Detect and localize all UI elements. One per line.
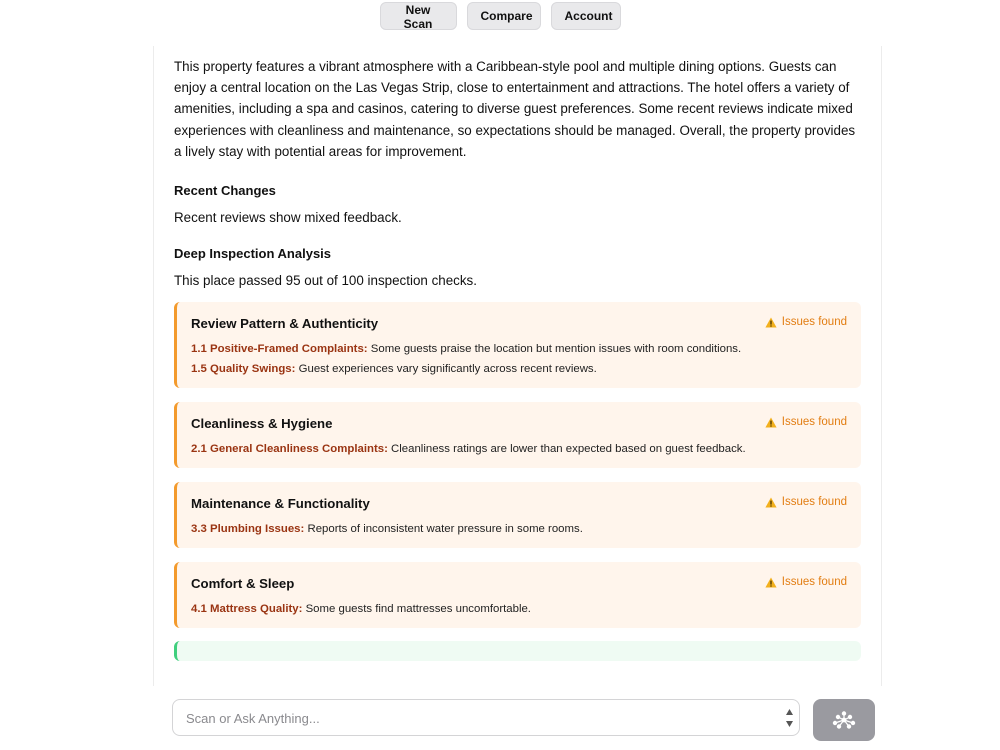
finding-text: Guest experiences vary significantly across recent reviews. (295, 363, 597, 376)
status-badge-label: Issues found (781, 576, 847, 589)
finding-label: 2.1 General Cleanliness Complaints: (191, 443, 388, 456)
deep-inspection-heading: Deep Inspection Analysis (174, 246, 332, 262)
inspection-score-text: This place passed 95 out of 100 inspection checks. (174, 273, 477, 289)
inspection-card-passed (174, 641, 861, 661)
chat-composer (172, 699, 800, 736)
status-badge (765, 496, 847, 508)
warning-triangle-icon (765, 417, 777, 428)
finding-item (191, 363, 847, 375)
scan-ask-input[interactable] (173, 700, 799, 735)
status-badge-label: Issues found (781, 496, 847, 509)
top-navigation (0, 2, 1000, 32)
finding-item (191, 443, 847, 455)
compare-button[interactable]: Compare (467, 2, 541, 30)
finding-text: Some guests find mattresses uncomfortable. (302, 603, 531, 616)
finding-text: Reports of inconsistent water pressure in some rooms. (304, 523, 583, 536)
account-button[interactable]: Account (551, 2, 621, 30)
status-badge (765, 416, 847, 428)
card-title: Maintenance & Functionality (191, 496, 370, 512)
property-summary: This property features a vibrant atmosphere with a Caribbean-style pool and multiple dining options. Guests can enjoy a central location on the Las Vegas Strip, close to entertainment and attractions. The hotel offers a variety of amenities, including a spa and casinos, catering to diverse guest preferences. Some recent reviews indicate mixed experiences with cleanliness and maintenance, so expectations should be managed. Overall, the property provides a lively stay with potential areas for improvement. (174, 59, 856, 159)
results-panel[interactable] (153, 46, 882, 686)
recent-changes-text: Recent reviews show mixed feedback. (174, 210, 402, 226)
send-button[interactable] (813, 699, 875, 741)
status-badge-label: Issues found (781, 316, 847, 329)
finding-item (191, 523, 847, 535)
recent-changes-heading: Recent Changes (174, 183, 276, 199)
finding-item (191, 343, 847, 355)
inspection-card-cleanliness (174, 402, 861, 468)
status-badge-label: Issues found (781, 416, 847, 429)
card-title: Cleanliness & Hygiene (191, 416, 333, 432)
status-badge (765, 576, 847, 588)
inspection-card-maintenance (174, 482, 861, 548)
results-content (154, 46, 881, 661)
inspection-card-comfort (174, 562, 861, 628)
inspection-card-review-pattern (174, 302, 861, 388)
finding-label: 1.5 Quality Swings: (191, 363, 296, 376)
new-scan-button[interactable]: New Scan (380, 2, 457, 30)
finding-text: Some guests praise the location but mention issues with room conditions. (367, 343, 742, 356)
finding-label: 1.1 Positive-Framed Complaints: (191, 343, 368, 356)
spinner-arrows-icon[interactable] (785, 706, 794, 730)
status-badge (765, 316, 847, 328)
finding-text: Cleanliness ratings are lower than expected based on guest feedback. (387, 443, 746, 456)
warning-triangle-icon (765, 497, 777, 508)
scan-network-icon (832, 711, 856, 729)
card-title: Review Pattern & Authenticity (191, 316, 379, 332)
finding-label: 4.1 Mattress Quality: (191, 603, 303, 616)
warning-triangle-icon (765, 577, 777, 588)
finding-label: 3.3 Plumbing Issues: (191, 523, 305, 536)
warning-triangle-icon (765, 317, 777, 328)
card-title: Comfort & Sleep (191, 576, 295, 592)
finding-item (191, 603, 847, 615)
